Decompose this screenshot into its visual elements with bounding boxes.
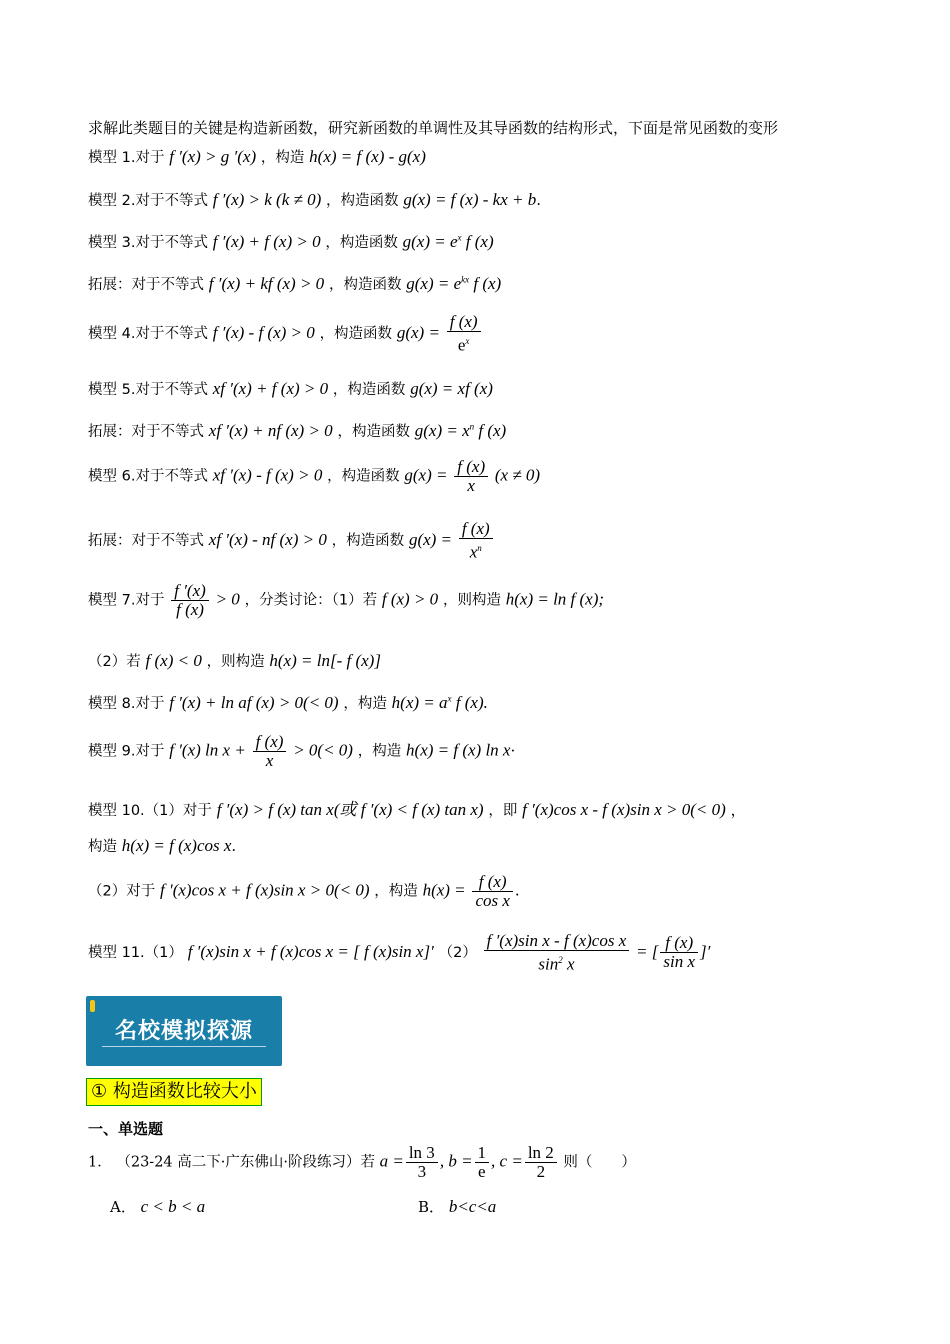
var-b: , b = <box>439 1151 473 1171</box>
model-result: g(x) = <box>396 322 440 342</box>
model-identity: ]′ <box>700 941 711 961</box>
model-label: 模型 1.对于 <box>88 150 165 166</box>
question-1 <box>88 1144 636 1181</box>
option-b[interactable] <box>418 1196 496 1217</box>
model-label: 模型 2.对于不等式 <box>88 193 208 209</box>
option-label: B． <box>418 1198 445 1216</box>
model-condition: f ′(x) + kf (x) > 0 <box>208 274 325 293</box>
model-tail: ， <box>730 801 746 819</box>
section-banner <box>86 996 282 1066</box>
model-10 <box>88 795 746 820</box>
model-7 <box>88 582 604 619</box>
model-label: 构造 <box>88 839 117 855</box>
model-connector: ，构造 <box>374 883 418 900</box>
model-11 <box>88 932 710 974</box>
model-connector: ，构造函数 <box>327 468 400 485</box>
model-9 <box>88 733 515 770</box>
fraction: $\frac{f (x)}{\text{sin x}}$ <box>660 934 698 971</box>
banner-title: 名校模拟探源 <box>114 1019 253 1044</box>
model-identity: = [ <box>636 941 659 961</box>
model-connector: ，分类讨论：（1）若 <box>244 592 378 609</box>
model-1 <box>88 146 426 167</box>
model-condition: f ′(x)cos x - f (x)sin x > 0(< 0) <box>522 800 726 819</box>
extension-1 <box>88 273 501 294</box>
model-label: 拓展：对于不等式 <box>88 277 204 293</box>
model-condition: xf ′(x) - f (x) > 0 <box>212 465 323 485</box>
fraction: $\frac{f (x)}{\text{cos x}}$ <box>472 873 512 910</box>
model-connector: ，则构造 <box>442 592 501 609</box>
model-label: 模型 6.对于不等式 <box>88 468 208 485</box>
model-tail: · <box>510 741 516 760</box>
model-identity: f ′(x)sin x + f (x)cos x = [ f (x)sin x]′ <box>187 941 434 961</box>
option-text: c < b < a <box>140 1197 206 1216</box>
fraction: $\frac{f (x)}{x^n}$ <box>459 520 493 562</box>
model-result: h(x) = <box>422 880 466 900</box>
fraction-b: $\frac{1}{e}$ <box>475 1144 490 1181</box>
model-connector: ，构造函数 <box>319 325 393 342</box>
model-connector: ，构造函数 <box>328 277 402 293</box>
model-2 <box>88 189 541 210</box>
model-result: g(x) = <box>408 529 453 549</box>
model-10-case-2 <box>88 873 520 910</box>
question-source: （23-24 高二下·广东佛山·阶段练习）若 <box>116 1154 375 1171</box>
model-tail: . <box>514 881 520 900</box>
fraction: $\frac{f (x)}{x}$ <box>454 458 488 495</box>
model-connector: ，即 <box>488 803 518 819</box>
model-condition: xf ′(x) + f (x) > 0 <box>212 379 329 398</box>
fraction-c: $\frac{\ln 2}{2}$ <box>525 1144 557 1181</box>
option-a[interactable] <box>110 1196 205 1217</box>
model-result: g(x) = <box>404 465 448 485</box>
model-condition: f ′(x) > g ′(x) <box>169 147 257 166</box>
model-condition: xf ′(x) - nf (x) > 0 <box>208 529 327 549</box>
model-label: 模型 5.对于不等式 <box>88 382 208 398</box>
section-title: ① 构造函数比较大小 <box>86 1078 262 1106</box>
model-tail: . <box>536 191 542 209</box>
model-6 <box>88 458 540 495</box>
model-connector: ，构造 <box>357 743 402 760</box>
fraction-a: $\frac{\ln 3}{3}$ <box>406 1144 438 1181</box>
var-a: a = <box>379 1151 404 1171</box>
model-condition: f ′(x) > k (k ≠ 0) <box>212 190 322 209</box>
option-text: b<c<a <box>448 1197 497 1216</box>
banner-tab-marker <box>90 1000 95 1012</box>
model-label: 模型 11.（1） <box>88 944 183 961</box>
model-result: h(x) = ln f (x); <box>505 589 605 609</box>
model-label: （2）对于 <box>88 883 156 900</box>
model-connector: ，构造 <box>260 150 305 166</box>
model-label: （2）若 <box>88 654 141 670</box>
model-condition: f (x) < 0 <box>145 651 202 670</box>
model-connector: ，构造函数 <box>331 532 405 549</box>
model-connector: ，构造函数 <box>337 424 410 440</box>
model-3 <box>88 231 494 252</box>
model-4 <box>88 313 483 355</box>
model-label: （2） <box>438 944 477 961</box>
model-condition: f ′(x) + f (x) > 0 <box>212 232 321 251</box>
model-10-result <box>88 835 236 856</box>
model-connector: ，构造函数 <box>326 193 399 209</box>
model-label: 拓展：对于不等式 <box>88 532 204 549</box>
model-connector: ，则构造 <box>206 654 265 670</box>
model-result: g(x) = f (x) - kx + b <box>403 190 537 209</box>
extension-3 <box>88 520 495 562</box>
model-condition: f ′(x) > f (x) tan x(或 f ′(x) < f (x) tan x) <box>216 800 484 819</box>
model-tail: . <box>231 837 237 855</box>
model-result: $g(x) = e^{kx}$ f (x) <box>406 274 502 293</box>
model-5 <box>88 378 493 399</box>
model-label: 模型 8.对于 <box>88 696 165 712</box>
model-label: 拓展：对于不等式 <box>88 424 204 440</box>
model-label: 模型 7.对于 <box>88 592 165 609</box>
model-7-case-2 <box>88 650 381 671</box>
model-result: h(x) = f (x) - g(x) <box>309 147 426 166</box>
fraction: $\frac{f (x)}{e^x}$ <box>447 313 481 355</box>
model-condition: f (x) > 0 <box>381 589 439 609</box>
model-condition: xf ′(x) + nf (x) > 0 <box>208 421 333 440</box>
model-connector: ，构造函数 <box>325 235 398 251</box>
model-8 <box>88 692 488 713</box>
model-inequality: > 0 <box>215 589 240 609</box>
model-connector: ，构造函数 <box>332 382 406 398</box>
model-condition: f ′(x) ln x + <box>169 740 246 760</box>
model-label: 模型 3.对于不等式 <box>88 235 208 251</box>
question-type-heading: 一、单选题 <box>88 1120 164 1138</box>
question-number: 1． <box>88 1154 112 1171</box>
model-label: 模型 10.（1）对于 <box>88 803 212 819</box>
model-result: g(x) = xf (x) <box>410 379 493 398</box>
option-label: A． <box>110 1198 136 1216</box>
model-label: 模型 4.对于不等式 <box>88 325 208 342</box>
model-condition-note: (x ≠ 0) <box>494 465 541 485</box>
var-c: , c = <box>491 1151 523 1171</box>
model-label: 模型 9.对于 <box>88 743 165 760</box>
question-tail: 则（ ） <box>563 1154 636 1171</box>
model-result: h(x) = f (x) ln x <box>406 740 511 760</box>
model-condition: > 0(< 0) <box>293 740 353 760</box>
model-result: $g(x) = e^x$ f (x) <box>402 232 494 251</box>
intro-text: 求解此类题目的关键是构造新函数，研究新函数的单调性及其导函数的结构形式，下面是常见函数的变形 <box>88 119 779 137</box>
fraction: $\frac{\text{f ′(x)sin x - f (x)cos x}}{\sin^2 x}$ <box>484 932 630 974</box>
model-condition: f ′(x) - f (x) > 0 <box>212 322 315 342</box>
fraction: $\frac{f (x)}{x}$ <box>253 733 287 770</box>
model-condition: f ′(x)cos x + f (x)sin x > 0(< 0) <box>160 880 370 900</box>
model-result: $g(x) = x^n$ f (x) <box>414 421 507 440</box>
banner-underline <box>102 1046 266 1047</box>
model-connector: ，构造 <box>343 696 387 712</box>
extension-2 <box>88 420 506 441</box>
model-result: h(x) = ln[- f (x)] <box>269 651 381 670</box>
model-condition: f ′(x) + ln af (x) > 0(< 0) <box>169 693 339 712</box>
model-result: h(x) = f (x)cos x <box>121 836 232 855</box>
model-result: $h(x) = a^x$ f (x). <box>391 693 488 712</box>
fraction: $\frac{f '(x)}{f (x)}$ <box>171 582 209 619</box>
